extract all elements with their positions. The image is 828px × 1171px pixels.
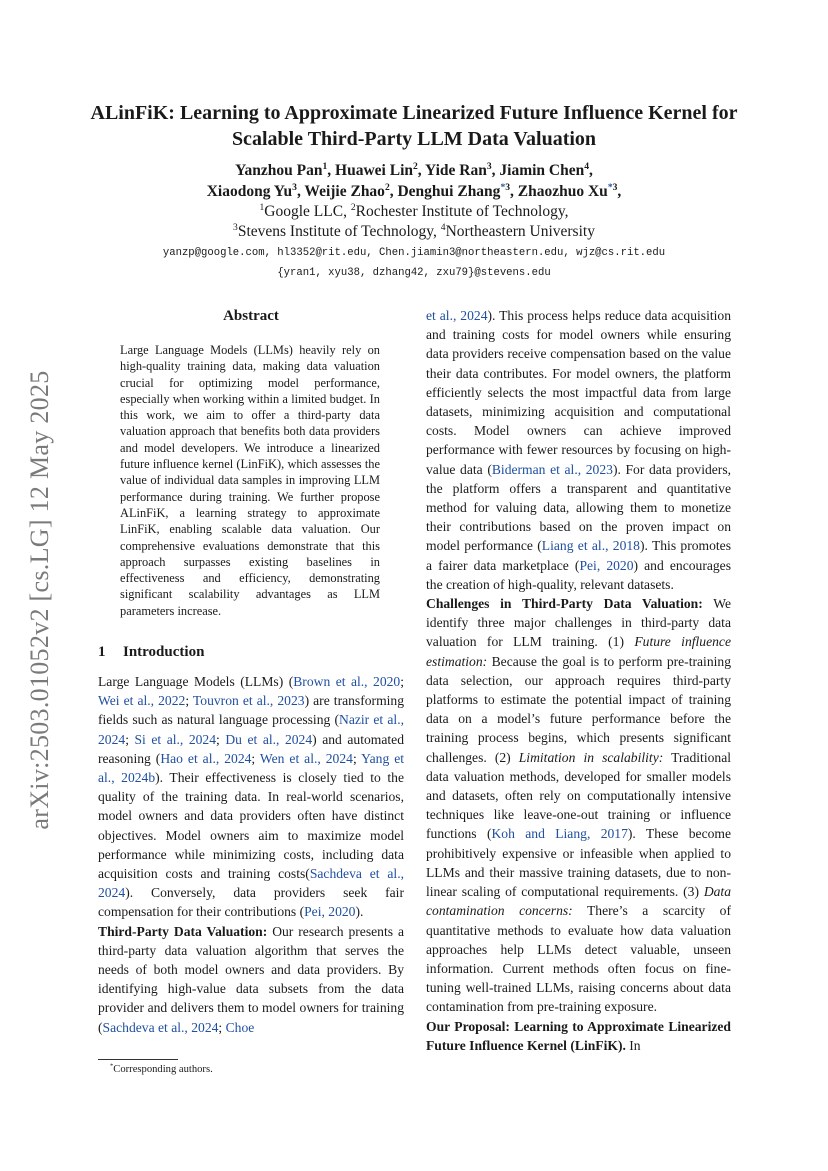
body-text: ). This process helps reduce data acquisition and training costs for model owners while ensuring data providers receive compensation based on the value their data contributes. For model owners, the platform efficiently selects the most impactful data from large datasets, minimizing acquisition and computational costs. Model owners can achieve improved performance with fewer resources by focusing on high-value data ( <box>426 308 731 477</box>
author-name: Zhaozhuo Xu <box>517 183 608 200</box>
email-list <box>60 243 768 283</box>
arxiv-identifier: arXiv:2503.01052v2 [cs.LG] 12 May 2025 <box>25 370 54 830</box>
author-name: Yide Ran <box>424 162 487 179</box>
corresponding-mark: * <box>607 181 613 193</box>
affiliation-number: 4 <box>440 221 446 233</box>
title-line-2: Scalable Third-Party LLM Data Valuation <box>231 128 597 150</box>
citation-link[interactable]: Liang et al., 2018 <box>541 538 640 554</box>
affiliation-name: Stevens Institute of Technology <box>237 223 434 240</box>
author-name: Weijie Zhao <box>304 183 385 200</box>
author-name: Huawei Lin <box>335 162 413 179</box>
author-affiliation-mark: *3 <box>500 181 511 193</box>
body-text: Traditional data valuation methods, developed for smaller models and datasets, often rely on computationally intensive techniques like leave-one-out training or influence functions ( <box>426 749 731 842</box>
body-text: ) are transforming fields such as natural language processing ( <box>98 693 405 728</box>
body-text: ). This promotes a fairer data marketplace ( <box>426 538 731 573</box>
body-text: ) and automated reasoning ( <box>98 731 404 766</box>
citation-link[interactable]: Wen et al., 2024 <box>259 750 353 766</box>
body-text: ; <box>216 731 226 747</box>
author-name: Denghui Zhang <box>397 183 501 200</box>
body-text: ; <box>251 750 260 766</box>
author-affiliation-mark: 1 <box>322 160 328 172</box>
email-line-1: yanzp@google.com, hl3352@rit.edu, Chen.jiamin3@northeastern.edu, wjz@cs.rit.edu <box>162 247 666 259</box>
author-affiliation-mark: *3 <box>607 181 618 193</box>
citation-link[interactable]: Pei, 2020 <box>304 904 356 920</box>
citation-link[interactable]: Sachdeva et al., 2024 <box>102 1019 219 1035</box>
footnote-text: Corresponding authors. <box>113 1064 213 1075</box>
body-text: ; <box>125 731 135 747</box>
italic-term: Future influence estimation: <box>426 634 731 669</box>
citation-link[interactable]: et al., 2024 <box>426 308 488 323</box>
affiliation-list: $^1$Google LLC, $^2$Rochester Institute of Technology, $^3$Stevens Institute of Technology, $^4$Northeastern University <box>233 201 595 240</box>
body-text: ). For data providers, the platform offers a transparent and quantitative method for valuing data, allowing them to monetize their contributions based on the proven impact on model performance ( <box>426 461 732 554</box>
body-text: ). These become prohibitively expensive or infeasible when applied to LLMs and their massive training datasets, due to non-linear scaling of computational requirements. (3) <box>426 826 732 900</box>
paragraph <box>98 922 404 1037</box>
body-text: Large Language Models (LLMs) ( <box>98 674 294 689</box>
author-affiliation-mark: 2 <box>413 160 418 172</box>
italic-term: Data contamination concerns: <box>426 884 731 919</box>
author-affiliation-mark: 3 <box>486 160 492 172</box>
author-affiliation-mark: 4 <box>584 160 590 172</box>
left-column-text <box>98 672 404 1037</box>
citation-link[interactable]: Touvron et al., 2023 <box>192 693 305 709</box>
author-name: Yanzhou Pan <box>235 162 323 179</box>
author-affiliation-mark: 3 <box>292 181 297 193</box>
affiliation-number: 3 <box>233 221 238 233</box>
citation-link[interactable]: Wei et al., 2022 <box>98 693 186 709</box>
body-text: ; <box>352 750 362 766</box>
affiliation-number: 1 <box>259 201 265 213</box>
footnote-mark: * <box>110 1062 114 1070</box>
body-text: Our research presents a third-party data valuation algorithm that serves the needs of both model owners and data providers. By identifying high-value data subsets from the data provider and delivers them to model owners for training ( <box>98 923 404 1035</box>
body-text: ). Their effectiveness is closely tied to the quality of the training data. In real-world scenarios, model owners and data providers often have distinct objectives. Model owners aim to maximize model performance while minimizing costs, including data acquisition costs and training costs( <box>98 770 404 882</box>
citation-link[interactable]: Biderman et al., 2023 <box>491 461 613 477</box>
author-name: Jiamin Chen <box>499 162 585 179</box>
citation-link[interactable]: Si et al., 2024 <box>134 731 217 747</box>
arxiv-sidebar-stamp <box>20 340 60 860</box>
paragraph <box>426 594 731 1016</box>
abstract-body: Large Language Models (LLMs) heavily rely on high-quality training data, making data valuation crucial for optimizing model performance, especially when working within a limited budget. In this work, we aim to offer a third-party data valuation approach that benefits both data providers and model developers. We introduce a linearized future influence kernel (LinFiK), which assesses the value of individual data samples in improving LLM performance during training. We further propose ALinFiK, a learning strategy to approximate LinFiK, enabling scalable data valuation. Our comprehensive evaluations demonstrate that this approach surpasses existing baselines in effectiveness and efficiency, demonstrating significant scalability advantages as LLM parameters increase. <box>120 343 380 618</box>
body-text: In <box>625 1037 641 1053</box>
abstract-heading: Abstract <box>223 308 279 324</box>
body-text: ) and encourages the creation of high-quality, relevant datasets. <box>426 557 732 592</box>
body-text: ). <box>355 904 364 920</box>
section-heading-introduction <box>98 642 404 662</box>
paragraph-heading: Third-Party Data Valuation: <box>98 923 268 939</box>
citation-link[interactable]: Nazir et al., 2024 <box>98 712 404 747</box>
body-text: We identify three major challenges in third-party data valuation for LLM training. (1) <box>426 596 731 650</box>
affiliation-name: Google LLC <box>264 203 344 220</box>
affiliation-number: 2 <box>350 201 356 213</box>
citation-link[interactable]: Brown et al., 2020 <box>293 674 401 689</box>
section-title: Introduction <box>123 644 205 660</box>
citation-link[interactable]: Koh and Liang, 2017 <box>491 826 628 842</box>
paragraph <box>426 306 731 594</box>
footnote-rule <box>98 1059 178 1060</box>
citation-link[interactable]: Sachdeva et al., 2024 <box>98 866 404 901</box>
citation-link[interactable]: Yang et al., 2024b <box>98 750 405 786</box>
italic-term: Limitation in scalability: <box>518 749 664 765</box>
author-affiliation-mark: 2 <box>384 181 390 193</box>
corresponding-mark: * <box>500 181 506 193</box>
author-list: Yanzhou Pan$^1$, Huawei Lin$^2$, Yide Ran$^3$, Jiamin Chen$^4$, Xiaodong Yu$^3$, Weijie Zhao$^2$, Denghui Zhang$^{*3}$, Zhaozhuo Xu$^{*3}$, <box>206 160 622 200</box>
body-text: ; <box>218 1019 226 1035</box>
section-number: 1 <box>98 644 106 660</box>
paragraph-heading: Our Proposal: Learning to Approximate Linearized Future Influence Kernel (LinFiK). <box>426 1018 731 1053</box>
body-text: Because the goal is to perform pre-training data selection, our approach requires third-party platforms to estimate the potential impact of training data on a model’s future performance before the training process begins, which presents significant challenges. (2) <box>426 653 731 765</box>
paragraph <box>98 672 404 922</box>
body-text: ). Conversely, data providers seek fair compensation for their contributions ( <box>98 885 404 920</box>
right-column-text <box>426 306 731 1055</box>
author-name: Xiaodong Yu <box>206 183 293 200</box>
affiliation-name: Northeastern University <box>445 223 595 240</box>
body-text: ; <box>185 693 193 709</box>
citation-link[interactable]: Hao et al., 2024 <box>160 750 252 766</box>
footnote <box>110 1063 400 1077</box>
affiliation-name: Rochester Institute of Technology <box>355 203 565 220</box>
body-text: There’s a scarcity of quantitative methods to evaluate how data valuation approaches help LLMs detect valuable, unseen information. Current methods often focus on fine-tuning well-trained LLMs, raising concerns about data contamination from pre-training exposure. <box>426 903 731 1015</box>
body-text: ; <box>400 674 405 689</box>
citation-link[interactable]: Choe <box>225 1019 255 1035</box>
paragraph-heading: Challenges in Third-Party Data Valuation: <box>426 596 703 612</box>
citation-link[interactable]: Pei, 2020 <box>579 557 634 573</box>
paragraph <box>426 1017 731 1055</box>
citation-link[interactable]: Du et al., 2024 <box>225 731 313 747</box>
email-line-2: {yran1, xyu38, dzhang42, zxu79}@stevens.edu <box>277 267 551 279</box>
paper-title <box>60 100 768 152</box>
title-line-1: ALinFiK: Learning to Approximate Linearized Future Influence Kernel for <box>90 102 738 124</box>
